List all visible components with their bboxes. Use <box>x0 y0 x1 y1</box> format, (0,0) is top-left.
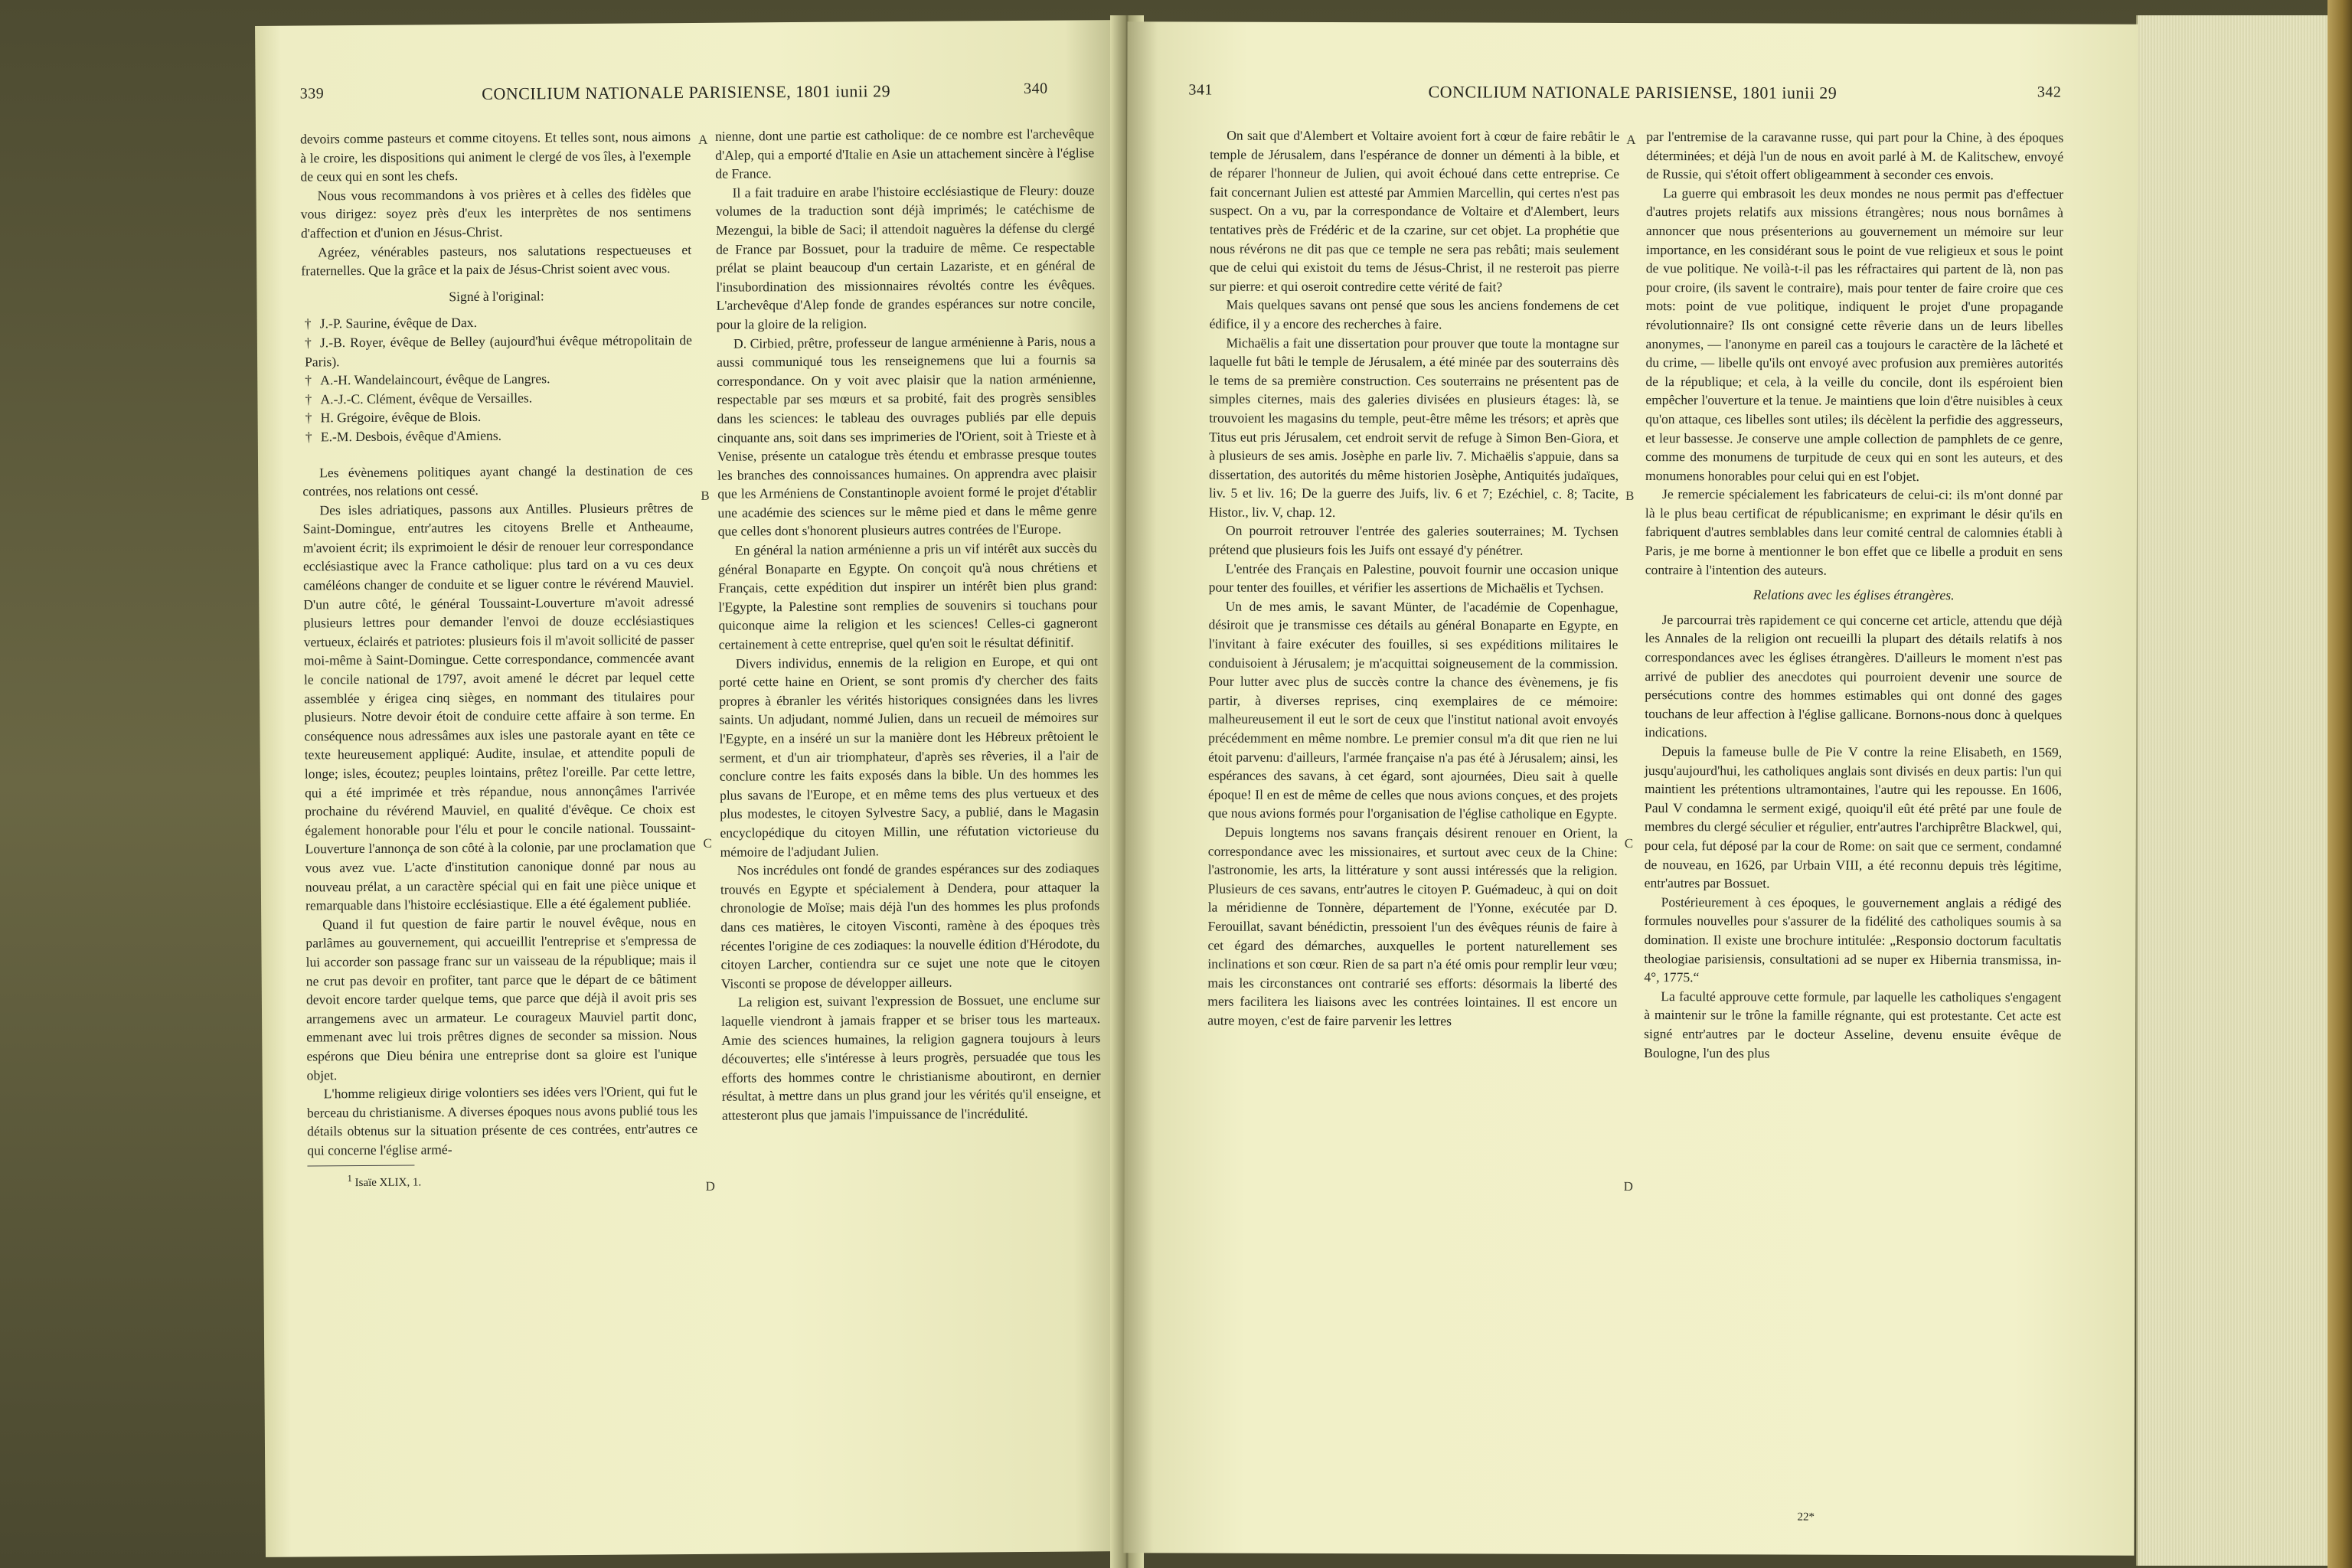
paragraph: Des isles adriatiques, passons aux Antilles. Plusieurs prêtres de Saint-Domingue, entr'autres les citoyens Brelle et Antheaume, m'avoient écrit; ils exprimoient le désir de renouer leur correspondance ecclésiastique avec la France catholique: plus tard on a vu ces deux caméléons changer de conduite et se liguer contre le révérend Mauviel. D'un autre côté, le général Toussaint-Louverture m'avoit adressé plusieurs lettres pour demander l'envoi de douze ecclésiastiques vertueux, éclairés et patriotes: plusieurs fois il m'avoit sollicité de passer moi-même à Saint-Domingue. Cette correspondance, commencée avant le concile national de 1797, avoit amené le décret par lequel cette assemblée y érigea cinq sièges, en nommant des titulaires pour plusieurs. Notre devoir étoit de conduire cette affaire à son terme. En conséquence nous adressâmes aux isles une pastorale ayant en tête ce texte heureusement appliqué: Audite, insulae, et attendite populi de longe; isles, écoutez; peuples lointains, prêtez l'oreille. Par cette lettre, qui a été imprimée et très répandue, nous annonçâmes l'arrivée prochaine du révérend Mauviel, en qualité d'évêque. Ce choix est également honorable pour l'élu et pour le concile national. Toussaint-Louverture l'annonça de son côté à la colonie, par une proclamation que vous avez vue. L'acte d'institution canonique donné par nous au nouveau prélat, a un caractère spécial qui en fait une pièce unique et remarquable dans l'histoire ecclésiastique. Elle a été également publiée. <box>302 499 696 913</box>
signatory: † E.-M. Desbois, évêque d'Amiens. <box>305 427 502 445</box>
paragraph: Nous vous recommandons à vos prières et à celles des fidèles que vous dirigez: soyez près d'eux les interprètes de nos sentimens d'affection et d'union en Jésus-Christ. <box>300 185 691 241</box>
left-page-column-2 <box>715 124 1104 1508</box>
page-edges <box>2136 15 2352 1566</box>
page-number-339: 339 <box>299 85 325 103</box>
margin-letter-c: C <box>1624 835 1634 851</box>
right-page <box>1123 21 2138 1555</box>
margin-letter-a: A <box>698 132 708 147</box>
paragraph: Un de mes amis, le savant Münter, de l'académie de Copenhague, désiroit que je transmisse ces détails au général Bonaparte en Egypte, en l'invitant à faire exécuter des fouilles, si ses expéditions militaires le conduisoient à Jérusalem; je m'acquittai soigneusement de la commission. Pour lutter avec plus de succès contre la chance des évènemens, je fis partir, à diverses reprises, cinq exemplaires de ce mémoire: malheureusement il eut le sort de ceux que l'institut national avoit envoyés précédemment en même nombre. Le premier consul m'a dit que rien ne lui étoit parvenu: d'ailleurs, l'armée française n'a pas été à Jérusalem; ainsi, les espérances des savans, à cet égard, sont ajournées, Dieu sait à quelle époque! Il en est de même de celles que nous avions conçues, et des projets que nous avions formés pour l'organisation de l'église catholique en Egypte. <box>1207 598 1619 822</box>
paragraph: par l'entremise de la caravanne russe, qui part pour la Chine, à des époques déterminées; et déjà l'un de nous en avoit parlé à M. de Kalitschew, envoyé de Russie, qui s'étoit offert obligeamment à seconder ces envois. <box>1646 129 2064 183</box>
left-page-column-1 <box>300 127 701 1511</box>
margin-letter-d: D <box>1623 1178 1633 1194</box>
footnote-rule <box>307 1165 414 1167</box>
signatory: † J.-P. Saurine, évêque de Dax. <box>304 315 478 332</box>
paragraph: L'homme religieux dirige volontiers ses idées vers l'Orient, qui fut le berceau du christianisme. A diverses époques nous avons publié tous les détails obtenus sur la situation présente de ces contrées, entr'autres ce qui concerne l'église armé- <box>306 1083 698 1158</box>
right-page-column-2 <box>1643 127 2064 1509</box>
paragraph: Depuis la fameuse bulle de Pie V contre la reine Elisabeth, en 1569, jusqu'aujourd'hui, les catholiques anglais sont divisés en deux partis: l'un qui maintient les prétentions ultramontaines, l'autre qui les repousse. En 1606, Paul V condamna le serment exigé, quoiqu'il eût été prêté par une foule de membres du clergé séculier et régulier, entr'autres l'archiprêtre Blackwel, qui, pour cela, fut déposé par la cour de Rome: on sait que ce serment, condamné de nouveau, en 1626, par Urbain VIII, a été reconnu depuis très légitime, entr'autres par Bossuet. <box>1644 743 2063 891</box>
footnote: $^1$ Isaïe XLIX, 1. <box>347 1173 422 1190</box>
paragraph: Divers individus, ennemis de la religion en Europe, et qui ont porté cette haine en Orient, se sont promis d'y chercher des faits propres à ébranler les vérités historiques consignées dans les livres saints. Un adjudant, nommé Julien, dans un recueil de mémoires sur l'Egypte, en a inséré un sur la manière dont les Hébreux prêtoient le serment, et d'un air triomphateur, d'après ses rêveries, il a l'air de conclure contre les faits exposés dans la bible. Un des hommes les plus savans de l'Europe, et en même tems des plus vertueux et des plus modestes, le citoyen Sylvestre Sacy, a publié, dans le Magasin encyclopédique du citoyen Millin, une réfutation victorieuse du mémoire de l'adjudant Julien. <box>718 652 1099 860</box>
paragraph: Postérieurement à ces époques, le gouvernement anglais a rédigé des formules nouvelles pour s'assurer de la fidélité des catholiques soumis à sa domination. Il existe une brochure intitulée: „Responsio doctorum facultatis theologiae parisiensis, consultationi ad se nuper ex Hibernia transmissa, in-4°, 1775.“ <box>1644 893 2062 985</box>
paragraph: Agréez, vénérables pasteurs, nos salutations respectueuses et fraternelles. Que la grâce et la paix de Jésus-Christ soient avec vous. <box>301 241 692 279</box>
margin-letter-c: C <box>703 835 712 851</box>
page-number-342: 342 <box>2037 83 2062 101</box>
left-running-head <box>256 80 1117 116</box>
paragraph: La religion est, suivant l'expression de Bossuet, une enclume sur laquelle viendront à jamais frapper et se briser tous les marteaux. Amie des sciences humaines, la religion gagnera toujours à leurs découvertes; elle s'intéresse à leurs progrès, persuadée que tous les efforts des hommes contre le christianisme aboutiront, en dernier résultat, à mettre dans un plus grand jour les vérités qu'il enseigne, et attesteront plus que jamais l'impuissance de l'incrédulité. <box>721 991 1101 1123</box>
paragraph: On sait que d'Alembert et Voltaire avoient fort à cœur de faire rebâtir le temple de Jérusalem, dans l'espérance de donner un démenti à la bible, et de réparer l'honneur de Julien, qui avoit échoué dans cette entreprise. Ce fait concernant Julien est attesté par Ammien Marcellin, qui certes n'est pas suspect. On a vu, par la correspondance de Voltaire et d'Alembert, leurs tentatives près de Frédéric et de la czarine, sur cet objet. La prophétie que nous révérons ne dit pas que ce temple ne sera pas rebâti; mais seulement que de celui qui existoit du tems de Jésus-Christ, il ne resteroit pas pierre sur pierre: et qui oseroit contredire cette vérité de fait? <box>1209 127 1620 295</box>
paragraph: On pourroit retrouver l'entrée des galeries souterraines; M. Tychsen prétend que plusieurs fois les Juifs ont essayé d'y pénétrer. <box>1208 523 1619 558</box>
paragraph: La faculté approuve cette formule, par laquelle les catholiques s'engagent à maintenir sur le trône la famille régnante, qui est protestante. Cet acte est signé entr'autres par le docteur Asseline, devenu ensuite évêque de Boulogne, l'un des plus <box>1644 988 2062 1060</box>
signatory: † H. Grégoire, évêque de Blois. <box>305 409 482 426</box>
paragraph: Quand il fut question de faire partir le nouvel évêque, nous en parlâmes au gouvernement, qui accueillit l'entreprise et s'empressa de lui accorder son passage franc sur un vaisseau de la république; mais il ne crut pas devoir en profiter, tant parce que le départ de ce bâtiment devoit encore tarder quelque tems, que parce que déjà il avoit pris ses arrangemens avec un armateur. Le courageux Mauviel partit donc, emmenant avec lui trois prêtres dignes de seconder sa mission. Nous espérons que Dieu bénira une entreprise dont sa gloire est l'unique objet. <box>305 913 697 1083</box>
paragraph: Je parcourrai très rapidement ce qui concerne cet article, attendu que déjà les Annales de la religion ont recueilli la plupart des détails relatifs à nos correspondances avec les églises étrangères. D'ailleurs le moment n'est pas arrivé de publier des anecdotes qui pourroient devenir une source de persécutions contre des hommes estimables qui ont donné des gages touchans de leur affection à l'église gallicane. Bornons-nous donc à quelques indications. <box>1645 611 2063 740</box>
right-running-head <box>1127 81 2138 114</box>
running-title: CONCILIUM NATIONALE PARISIENSE, 1801 iunii 29 <box>1428 82 1838 103</box>
paragraph: Je remercie spécialement les fabricateurs de celui-ci: ils m'ont donné par là le plus beau certificat de républicanisme; en exprimant le désir qu'ils en fabriquent d'autres semblables dans leur comité central de calomnies établi à Paris, je me borne à mentionner le bon effet que ce libelle a produit en sens contraire à l'intention des auteurs. <box>1645 486 2063 578</box>
paragraph: D. Cirbied, prêtre, professeur de langue arménienne à Paris, nous a aussi communiqué tous les renseignemens que lui a fournis sa correspondance. On y voit avec plaisir que la nation arménienne, respectable par ses mœurs et sa probité, fait des progrès sensibles dans les sciences: le tableau des ouvrages publiés par elle depuis cinquante ans, soit dans ses imprimeries de l'Orient, soit à Trieste et à Venise, présente un catalogue très étendu et embrasse presque toutes les branches des connoissances humaines. On apprendra avec plaisir que les Arméniens de Constantinople avoient formé le projet d'établir une académie des sciences sur le même pied et dans le même genre que celles dont s'honorent plusieurs autres contrées de l'Europe. <box>717 332 1097 540</box>
page-number-340: 340 <box>1024 80 1048 97</box>
book-cover-edge <box>2328 0 2352 1568</box>
paragraph: En général la nation arménienne a pris un vif intérêt aux succès du général Bonaparte en Egypte. On conçoit qu'à nous chrétiens et Français, cette expédition dut inspirer un intérêt bien plus grand: l'Egypte, la Palestine sont remplies de souvenirs si touchans pour quiconque aime la religion et les sciences! Celles-ci gagneront certainement à cette entreprise, quel qu'en soit le résultat définitif. <box>717 540 1098 652</box>
signature-mark: 22* <box>1797 1511 1815 1524</box>
paragraph: nienne, dont une partie est catholique: de ce nombre est l'archevêque d'Alep, qui a emporté d'Italie en Asie un attachement sincère à l'église de France. <box>714 126 1095 181</box>
paragraph: Il a fait traduire en arabe l'histoire ecclésiastique de Fleury: douze volumes de la traduction sont déjà imprimés; le catéchisme de Mezengui, la bible de Saci; il attendoit naguères la défense du clergé de France par Bossuet, pour la traduire de même. Ce respectable prélat se plaint beaucoup d'un certain Lazariste, et en général de l'insubordination des missionnaires révoltés contre les évêques. L'archevêque d'Alep fonde de grandes espérances sur notre concile, pour la gloire de la religion. <box>715 182 1096 332</box>
paragraph: L'entrée des Français en Palestine, pouvoit fournir une occasion unique pour tenter des fouilles, et vérifier les assertions de Michaëlis et Tychsen. <box>1208 560 1619 596</box>
margin-letter-b: B <box>1625 488 1635 504</box>
running-title: CONCILIUM NATIONALE PARISIENSE, 1801 iunii 29 <box>482 81 891 103</box>
paragraph: Mais quelques savans ont pensé que sous les anciens fondemens de cet édifice, il y a encore des recherches à faire. <box>1209 296 1619 332</box>
left-page <box>255 20 1127 1557</box>
section-heading: Relations avec les églises étrangères. <box>1753 586 1955 603</box>
paragraph: devoirs comme pasteurs et comme citoyens. Et telles sont, nous aimons à le croire, les dispositions qui animent le clergé de vos îles, à l'exemple de ceux qui en sont les chefs. <box>299 128 691 185</box>
page-number-341: 341 <box>1188 81 1213 99</box>
margin-letter-d: D <box>705 1178 715 1194</box>
paragraph: La guerre qui embrasoit les deux mondes ne nous permit pas d'effectuer d'autres projets relatifs aux missions étrangères; nous nous bornâmes à annoncer que nous présenterions au gouvernement un mémoire sur leur importance, en les considérant sous le point de vue religieux et sous le point de vue politique. Ne voilà-t-il pas les réfractaires qui partent de là, non pas pour croire, (ils savent le contraire), mais pour tenter de faire croire que ces mots: point de vue politique, indiquent le projet d'une propagande révolutionnaire? Ils ont consigné cette rêverie dans un de leurs libelles anonymes, — l'anonyme en pareil cas a toujours le caractère de la lâcheté et du crime, — libelle qu'ils ont envoyé avec profusion aux premières autorités de la république; et cela, à la veille du concile, dont ils espéroient bien empêcher l'ouverture et la tenue. Je maintiens que loin d'être nuisibles à ceux qu'on attaque, ces libelles sont utiles; ils décèlent la perfidie des aggresseurs, et leur bassesse. Je conserve une ample collection de pamphlets de ce genre, comme des monumens de turpitude de ceux qui en sont les auteurs, et des monumens honorables pour celui qui en est l'objet. <box>1645 185 2064 484</box>
margin-letter-b: B <box>701 488 710 503</box>
signatory: † A.-H. Wandelaincourt, évêque de Langres. <box>305 371 550 388</box>
signatory: † J.-B. Royer, évêque de Belley (aujourd'hui évêque métropolitain de Paris). <box>304 332 692 370</box>
paragraph: Les évènemens politiques ayant changé la destination de ces contrées, nos relations ont cessé. <box>302 462 694 499</box>
signatory: † A.-J.-C. Clément, évêque de Versailles. <box>305 390 533 407</box>
paragraph: Michaëlis a fait une dissertation pour prouver que toute la montagne sur laquelle fut bâti le temple de Jérusalem, a été minée par des souterrains dès le tems de sa première construction. Ces souterrains ne présentent pas de simples citernes, mais des galeries divisées en plusieurs étages: là, se trouvoient les magasins du temple, peut-être même les trésors; et après que Titus eut pris Jérusalem, cet endroit servit de refuge à Simon Ben-Giora, et à plusieurs de ses amis. Josèphe en parle liv. 7. Michaëlis s'appuie, dans sa dissertation, des autorités du même historien Josèphe, Antiquités judaïques, liv. 5 et liv. 16; De la guerre des Juifs, liv. 6 et 7; Ezéchiel, c. 8; Tacite, Histor., liv. V, chap. 12. <box>1208 335 1619 520</box>
right-page-column-1 <box>1207 126 1620 1508</box>
paragraph: Nos incrédules ont fondé de grandes espérances sur des zodiaques trouvés en Egypte et spécialement à Dendera, pour attaquer la chronologie de Moïse; mais déjà l'un des hommes les plus profonds dans ces matières, le citoyen Visconti, ramène à des époques très récentes l'origine de ces zodiaques: la nouvelle édition d'Hérodote, du citoyen Larcher, contiendra sur ce sujet une note que le citoyen Visconti se propose de développer ailleurs. <box>720 860 1100 991</box>
paragraph: Depuis longtems nos savans français désirent renouer en Orient, la correspondance avec les missionaires, et surtout avec ceux de la Chine: l'astronomie, les arts, la littérature y sont aussi intéressés que la religion. Plusieurs de ces savans, entr'autres le citoyen P. Guémadeuc, à qui on doit la méridienne de Tonnère, département de l'Yonne, exécutée par D. Ferouillat, savant bénédictin, pressoient l'un des évêques réunis de faire à cet égard des démarches, auxquelles le portent naturellement ses inclinations et son cœur. Rien de sa part n'a été omis pour remplir leur vœu; mais les circonstances ont contrarié ses efforts: désormais la liberté des mers facilitera les liaisons avec les contrées lointaines. Il est encore un autre moyen, c'est de faire parvenir les lettres <box>1207 824 1618 1029</box>
margin-letter-a: A <box>1626 132 1636 148</box>
signed-line: Signé à l'original: <box>449 288 544 304</box>
